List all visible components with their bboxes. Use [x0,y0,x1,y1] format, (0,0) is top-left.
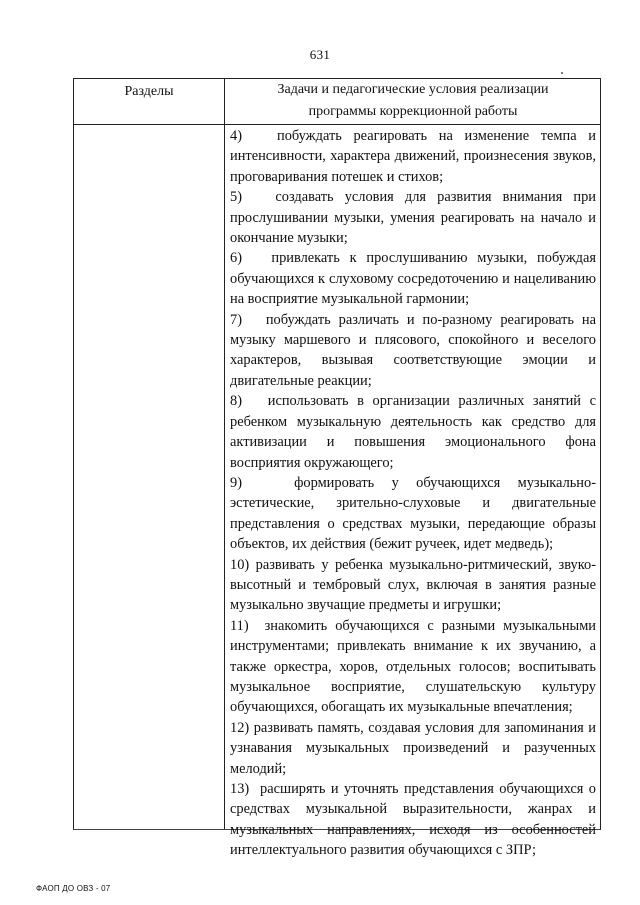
header-tasks-line2: программы коррекционной работы [308,104,518,119]
footer-doc-code: ФАОП ДО ОВЗ - 07 [36,884,111,893]
tasks-cell [230,126,596,861]
task-item-12: 12) развивать память, создавая условия для запоминания и узнавания музыкальных произведений и разученных мелодий; [230,719,596,777]
task-item-6: 6) привлекать к прослушиванию музыки, побуждая обучающихся к слуховому сосредоточению и нацеливанию на восприятие музыкальной гармонии; [230,250,596,308]
task-item-11: 11) знакомить обучающихся с разными музыкальными инструментами; привлекать внимание к их звучанию, а также оркестра, хоров, отдельных голосов; воспитывать музыкальное восприятие, слушательскую культуру обучающихся, обогащать их музыкальные впечатления; [230,617,596,716]
task-item-10: 10) развивать у ребенка музыкально-ритмический, звуко-высотный и тембровый слух, включая в занятия разные музыкально звучащие предметы и игрушки; [230,556,596,614]
column-divider [224,79,225,829]
scan-speck [561,72,563,74]
task-item-7: 7) побуждать различать и по-разному реагировать на музыку маршевого и плясового, спокойного и веселого характеров, вызывая соответствующие эмоции и двигательные реакции; [230,311,596,389]
task-item-13: 13) расширять и уточнять представления обучающихся о средствах музыкальной выразительности, жанрах и музыкальных направлениях, исходя из особенностей интеллектуального развития обучающихся с ЗПР; [230,781,596,859]
header-tasks [225,79,601,124]
page-number: 631 [309,47,331,62]
header-divider [74,124,600,125]
content-table [73,78,601,859]
task-item-9: 9) формировать у обучающихся музыкально-эстетические, зрительно-слуховые и двигательные представления о средствах музыки, передающие образы объектов, их действия (бежит ручеек, идет медведь); [230,474,596,553]
header-sections: Разделы [124,84,174,99]
task-item-5: 5) создавать условия для развития внимания при прослушивании музыки, умения реагировать на начало и окончание музыки; [230,189,596,247]
task-item-4: 4) побуждать реагировать на изменение темпа и интенсивности, характера движений, произнесения звуков, проговаривания потешек и стихов; [230,128,596,185]
task-item-8: 8) использовать в организации различных занятий с ребенком музыкальную деятельность как средство для активизации и повышения эмоционального фона восприятия окружающего; [230,393,596,471]
header-tasks-line1: Задачи и педагогические условия реализации [277,82,549,97]
